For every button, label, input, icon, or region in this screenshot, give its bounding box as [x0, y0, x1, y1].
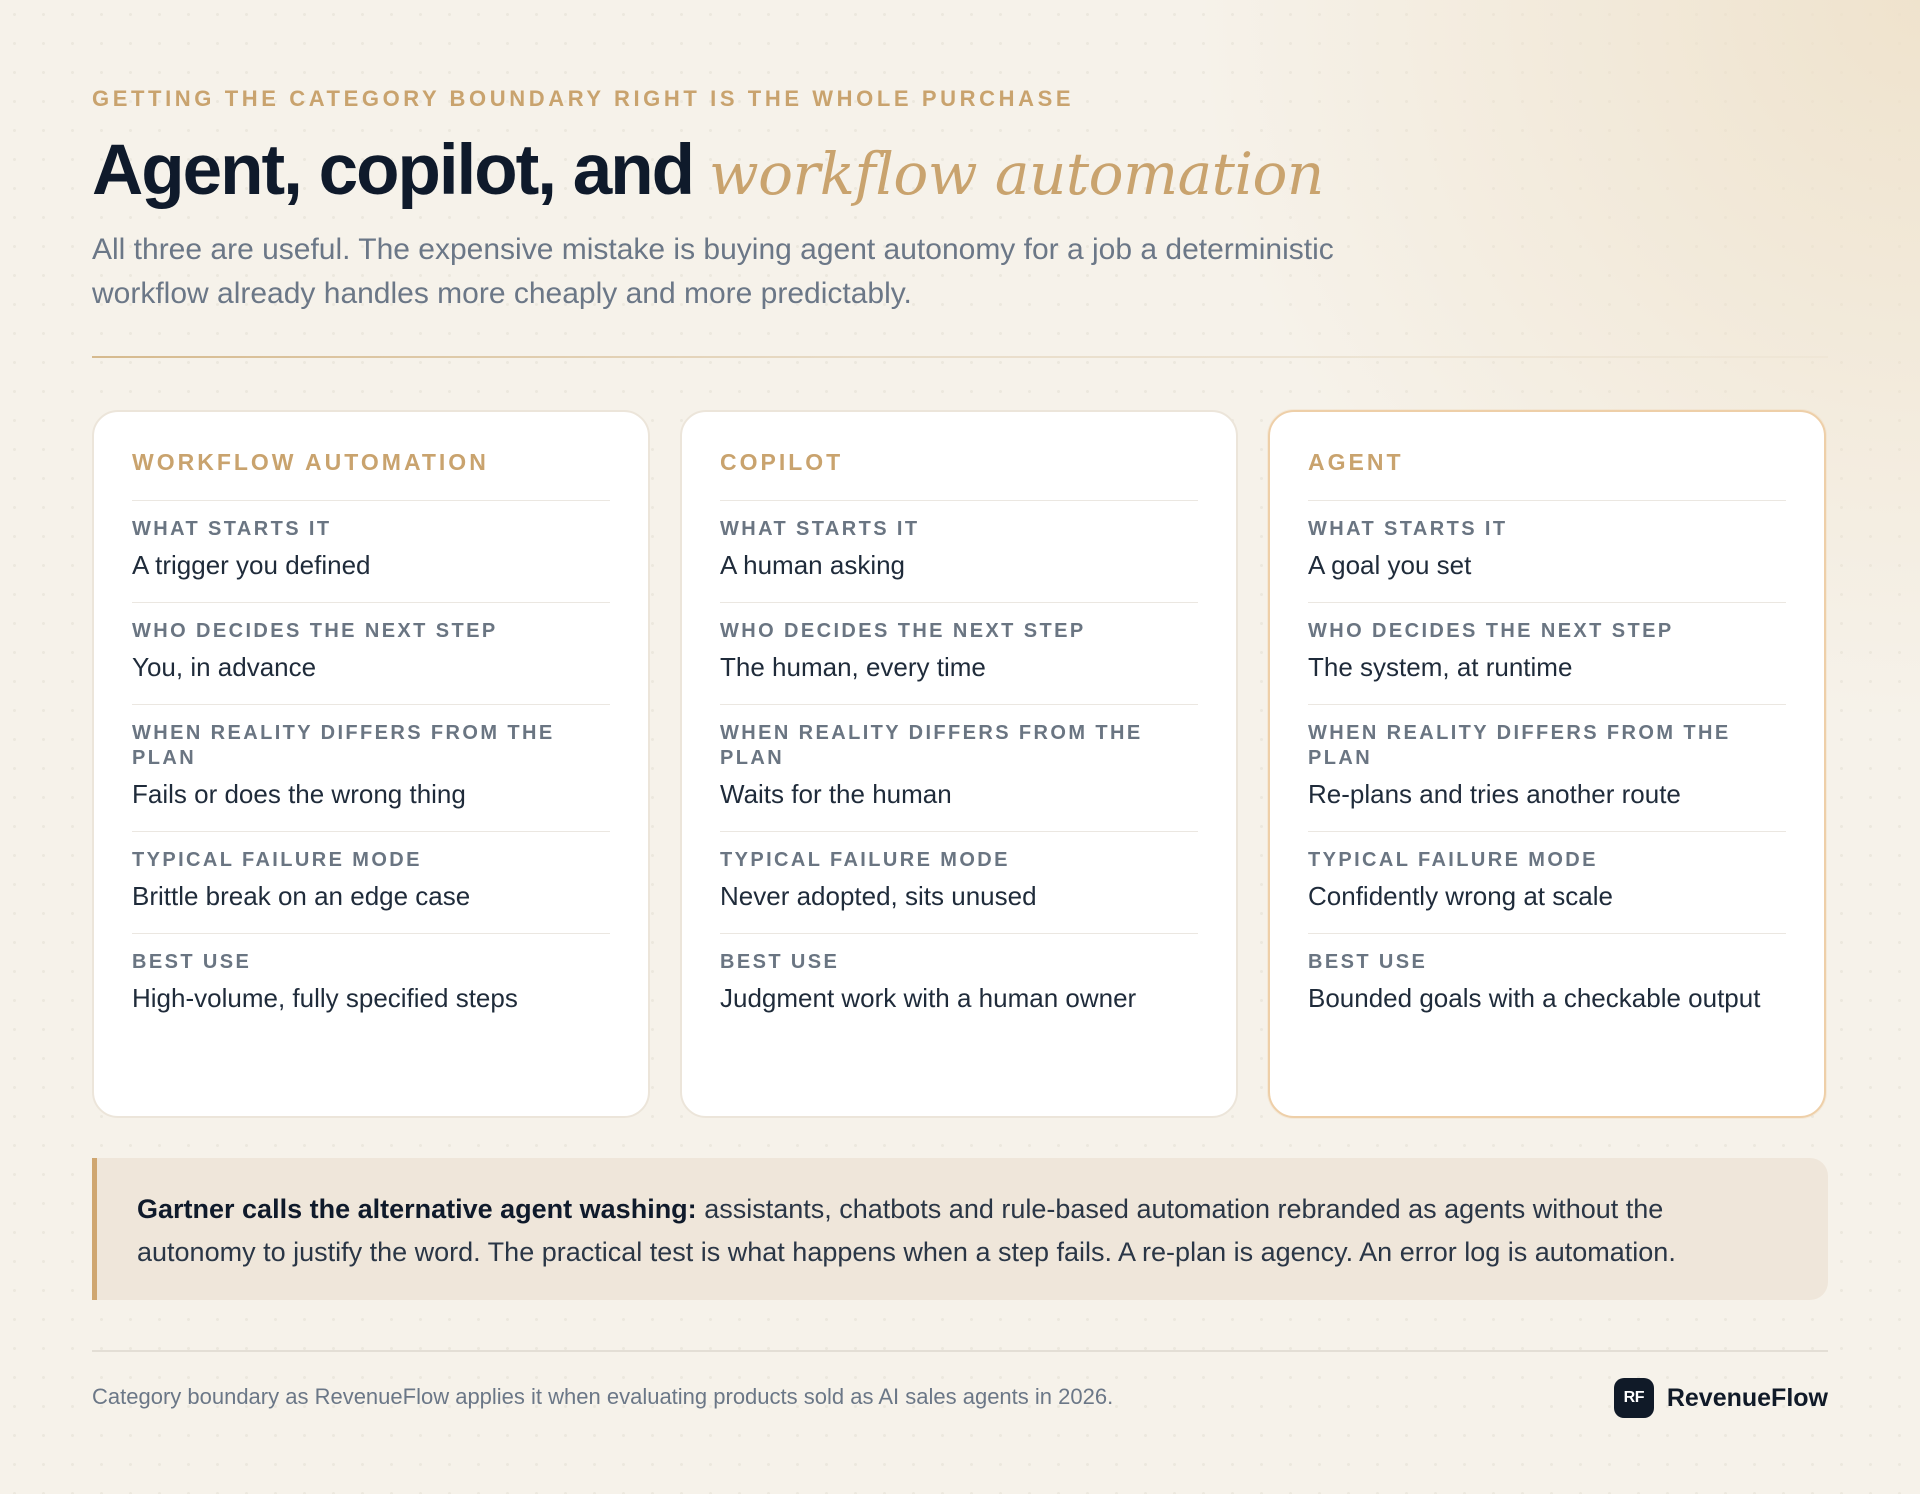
title-script: workflow automation: [708, 140, 1324, 208]
row-label: WHEN REALITY DIFFERS FROM THE PLAN: [1308, 722, 1731, 769]
brand-name: RevenueFlow: [1666, 1383, 1828, 1412]
card-title: COPILOT: [720, 446, 1198, 501]
row-label: TYPICAL FAILURE MODE: [720, 849, 1010, 871]
card-row: [1308, 705, 1786, 832]
card-title: AGENT: [1308, 446, 1786, 501]
card-row: [1308, 501, 1786, 603]
row-value: Bounded goals with a checkable output: [1308, 983, 1761, 1013]
card-row: [720, 832, 1198, 934]
footer-divider: [92, 1350, 1828, 1352]
row-label: WHO DECIDES THE NEXT STEP: [1308, 620, 1674, 642]
row-value: A human asking: [720, 550, 906, 580]
card-workflow-automation: [92, 410, 650, 1118]
card-row: [132, 832, 610, 934]
brand-logo-icon: RF: [1614, 1378, 1654, 1418]
row-value: Waits for the human: [720, 779, 952, 809]
row-label: BEST USE: [132, 951, 252, 973]
callout: [92, 1158, 1828, 1300]
row-value: Judgment work with a human owner: [720, 983, 1137, 1013]
row-value: High-volume, fully specified steps: [132, 983, 518, 1013]
title-strong: Agent, copilot, and: [92, 131, 693, 210]
row-label: TYPICAL FAILURE MODE: [132, 849, 422, 871]
row-value: Fails or does the wrong thing: [132, 779, 466, 809]
row-label: BEST USE: [1308, 951, 1428, 973]
row-label: WHAT STARTS IT: [1308, 518, 1508, 540]
brand: [1614, 1378, 1828, 1418]
row-value: Never adopted, sits unused: [720, 881, 1037, 911]
card-row: [1308, 934, 1786, 1035]
callout-body: assistants, chatbots and rule-based automation rebranded as agents without the autonomy to justify the word. The practical test is what happens when a step fails. A re-plan is agency. An error log is automation.: [137, 1194, 1676, 1267]
card-row: [132, 934, 610, 1035]
eyebrow: GETTING THE CATEGORY BOUNDARY RIGHT IS THE WHOLE PURCHASE: [92, 86, 1075, 111]
row-label: WHAT STARTS IT: [720, 518, 920, 540]
row-label: WHO DECIDES THE NEXT STEP: [132, 620, 498, 642]
card-row: [720, 501, 1198, 603]
row-value: A goal you set: [1308, 550, 1472, 580]
card-agent: [1268, 410, 1826, 1118]
page-title: [92, 130, 1324, 211]
row-label: WHEN REALITY DIFFERS FROM THE PLAN: [132, 722, 555, 769]
card-title: WORKFLOW AUTOMATION: [132, 446, 610, 501]
row-value: The system, at runtime: [1308, 652, 1573, 682]
card-row: [1308, 603, 1786, 705]
row-label: TYPICAL FAILURE MODE: [1308, 849, 1598, 871]
row-value: You, in advance: [132, 652, 317, 682]
card-row: [720, 934, 1198, 1035]
divider: [92, 356, 1828, 358]
row-value: Confidently wrong at scale: [1308, 881, 1613, 911]
card-row: [132, 501, 610, 603]
row-value: Brittle break on an edge case: [132, 881, 471, 911]
row-value: A trigger you defined: [132, 550, 371, 580]
row-value: Re-plans and tries another route: [1308, 779, 1681, 809]
card-row: [720, 603, 1198, 705]
card-row: [132, 603, 610, 705]
callout-lead: Gartner calls the alternative agent washing:: [137, 1194, 697, 1224]
comparison-cards: [92, 410, 1828, 1118]
row-label: WHO DECIDES THE NEXT STEP: [720, 620, 1086, 642]
footer-note: Category boundary as RevenueFlow applies it when evaluating products sold as AI sales agents in 2026.: [92, 1384, 1114, 1409]
lede: All three are useful. The expensive mistake is buying agent autonomy for a job a deterministic workflow already handles more cheaply and more predictably.: [92, 233, 1334, 310]
page: [92, 0, 1828, 1494]
row-label: BEST USE: [720, 951, 840, 973]
row-label: WHAT STARTS IT: [132, 518, 332, 540]
card-row: [132, 705, 610, 832]
row-label: WHEN REALITY DIFFERS FROM THE PLAN: [720, 722, 1143, 769]
card-row: [720, 705, 1198, 832]
card-copilot: [680, 410, 1238, 1118]
card-row: [1308, 832, 1786, 934]
row-value: The human, every time: [720, 652, 986, 682]
